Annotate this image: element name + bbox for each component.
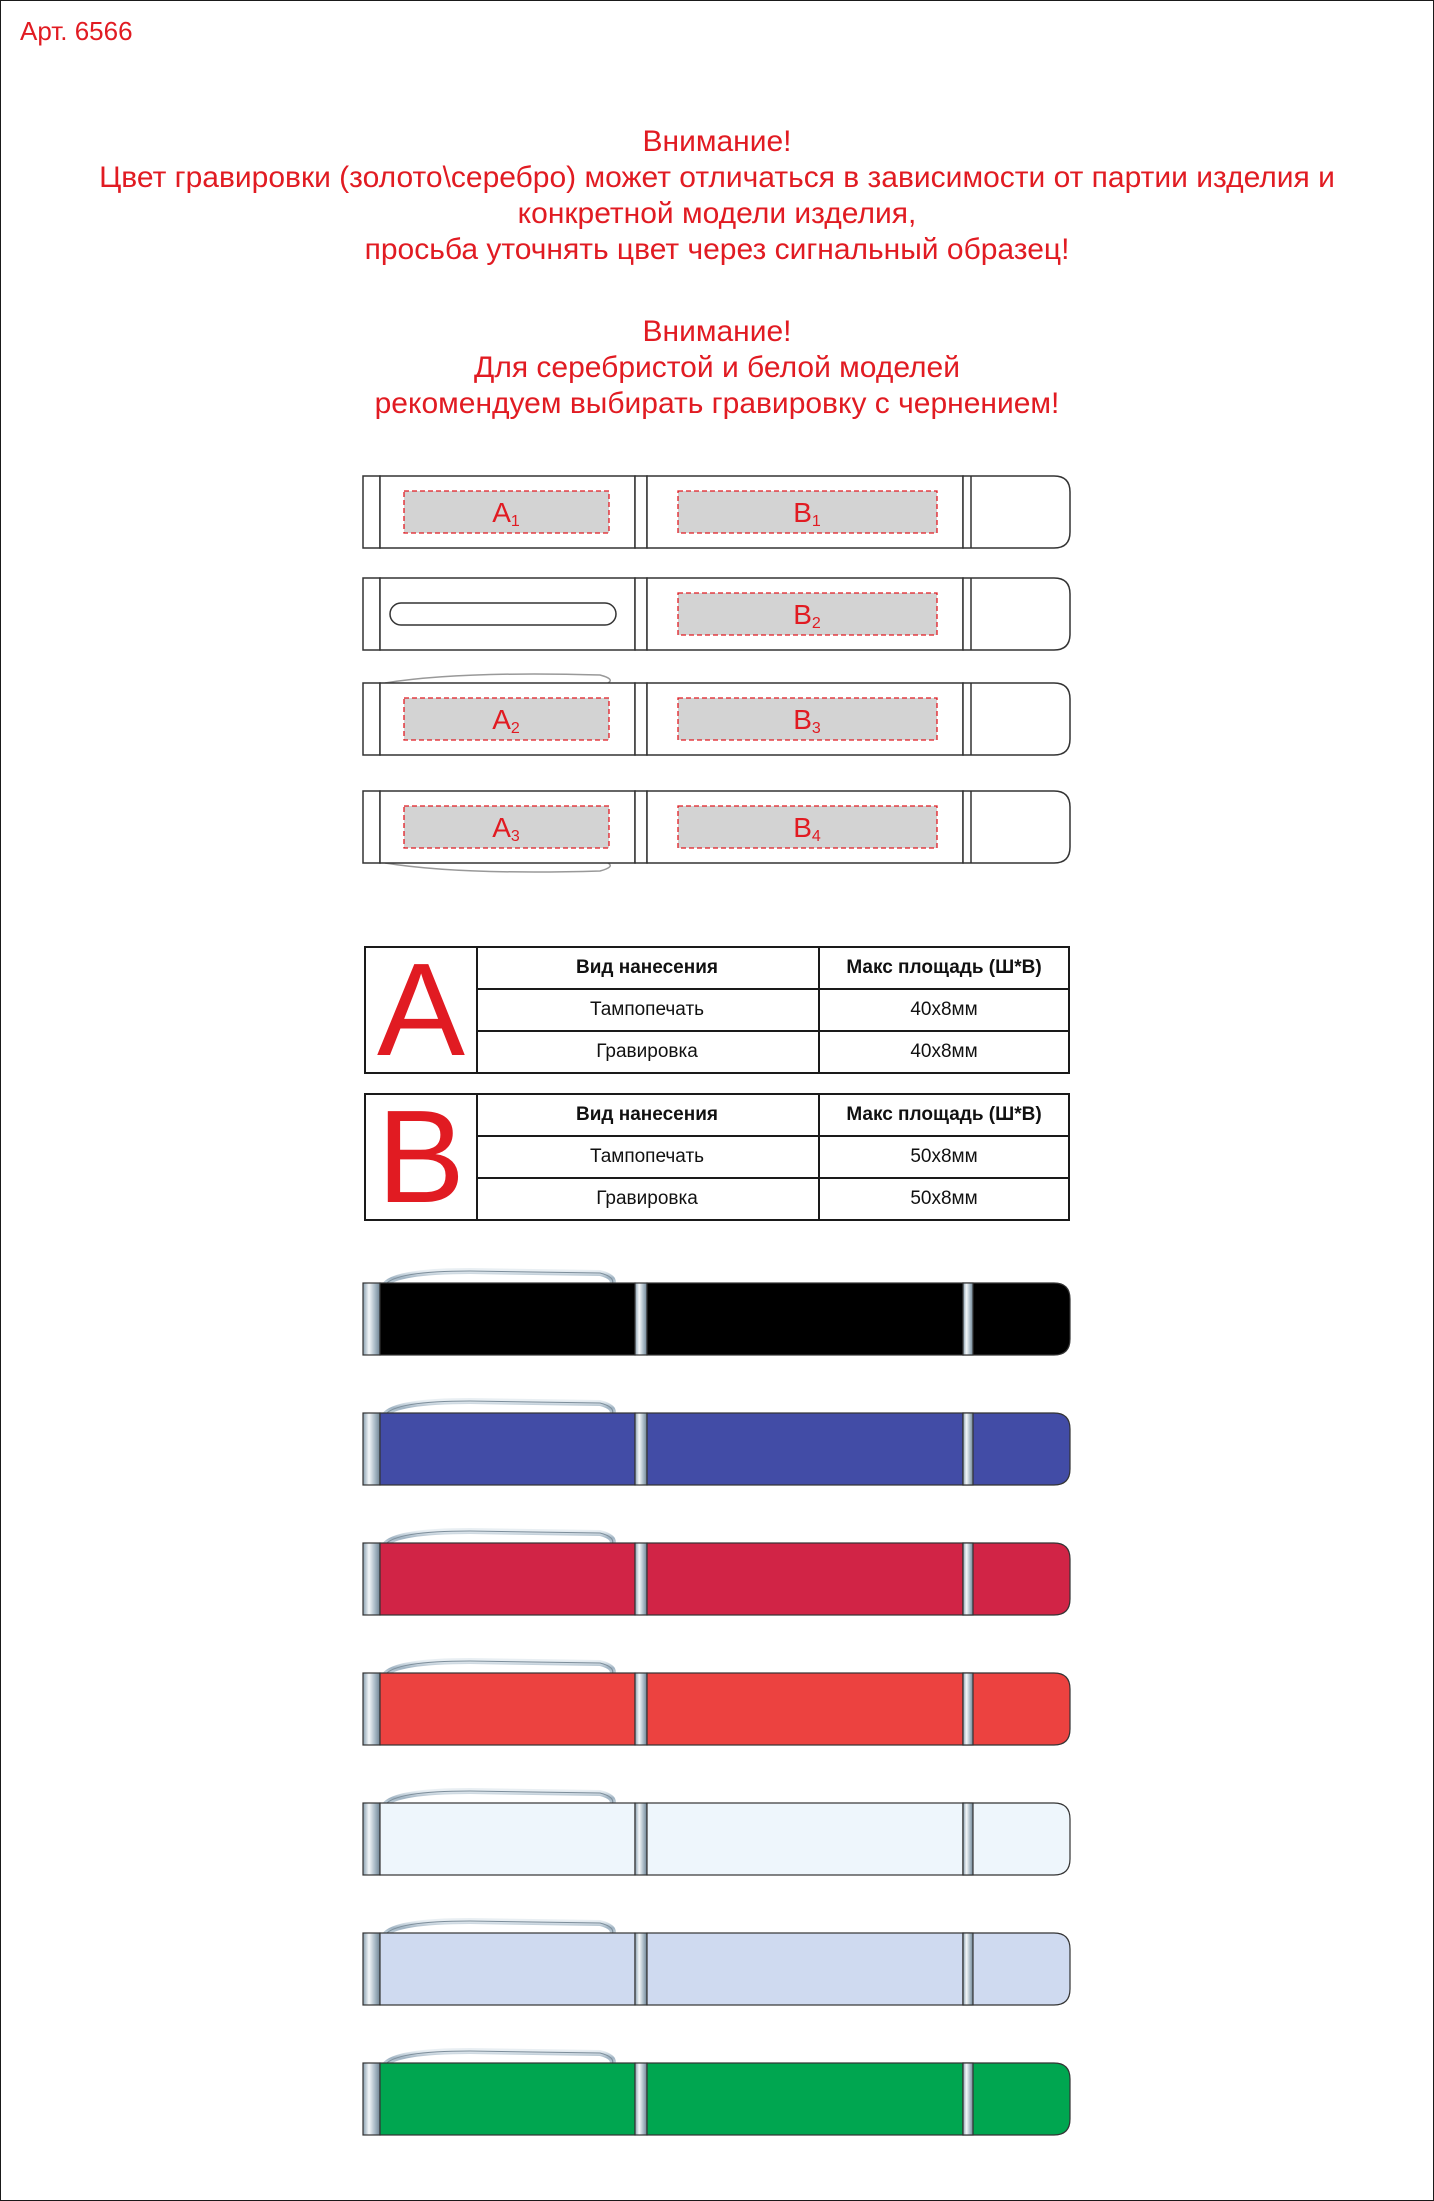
chrome-middle-ring	[635, 1413, 647, 1485]
cap	[963, 791, 1070, 863]
body-right	[647, 1673, 963, 1745]
end-ring	[363, 476, 380, 548]
print-area-label: B1	[793, 497, 821, 530]
print-area-label: A1	[492, 497, 520, 530]
spec-table-b	[364, 1083, 1070, 1230]
color-variant-usb	[363, 1531, 1070, 1615]
spec-table-a	[364, 936, 1070, 1083]
chrome-middle-ring	[635, 1673, 647, 1745]
body-left	[380, 1673, 635, 1745]
color-variant-usb	[363, 2051, 1070, 2135]
cap	[963, 1283, 1070, 1355]
column-header: Макс площадь (Ш*В)	[819, 1095, 1068, 1136]
area-letter: A	[366, 948, 478, 1072]
column-header: Вид нанесения	[476, 1095, 819, 1136]
print-area-subscript: 3	[510, 828, 520, 845]
color-variant-usb	[363, 1661, 1070, 1745]
notice-line: Внимание!	[642, 315, 792, 348]
middle-ring	[635, 683, 647, 755]
body-right	[647, 2063, 963, 2135]
chrome-middle-ring	[635, 1933, 647, 2005]
outline-usb-view	[363, 674, 1070, 755]
cap	[963, 476, 1070, 548]
size-cell: 50x8мм	[819, 1178, 1068, 1219]
chrome-cap-ring	[963, 1673, 973, 1745]
chrome-end-ring	[363, 1543, 380, 1615]
color-variant-usb	[363, 1921, 1070, 2005]
cap	[963, 2063, 1070, 2135]
table-row	[476, 1178, 1068, 1219]
middle-ring	[635, 476, 647, 548]
end-ring	[363, 791, 380, 863]
clip-outline	[385, 863, 610, 872]
print-area-subscript: 2	[811, 615, 821, 632]
body-left	[380, 1933, 635, 2005]
color-variant-usb	[363, 1401, 1070, 1485]
body-right	[647, 1803, 963, 1875]
chrome-end-ring	[363, 1413, 380, 1485]
table-row	[476, 989, 1068, 1031]
table-row	[476, 1136, 1068, 1178]
body-right	[647, 1543, 963, 1615]
cap	[963, 1933, 1070, 2005]
notice-line: Внимание!	[642, 125, 792, 158]
chrome-cap-ring	[963, 2063, 973, 2135]
notice-line: Цвет гравировки (золото\серебро) может отличаться в зависимости от партии изделия и	[99, 161, 1335, 194]
chrome-end-ring	[363, 1803, 380, 1875]
chrome-end-ring	[363, 2063, 380, 2135]
end-ring	[363, 578, 380, 650]
body-left	[380, 1803, 635, 1875]
size-cell: 40x8мм	[819, 989, 1068, 1031]
size-cell: 40x8мм	[819, 1031, 1068, 1072]
print-area-subscript: 3	[811, 720, 821, 737]
color-variant-usb	[363, 1791, 1070, 1875]
print-area-label: A2	[492, 704, 520, 737]
chrome-cap-ring	[963, 1283, 973, 1355]
column-header: Макс площадь (Ш*В)	[819, 948, 1068, 989]
column-header: Вид нанесения	[476, 948, 819, 989]
chrome-middle-ring	[635, 2063, 647, 2135]
area-letter: B	[366, 1095, 478, 1219]
end-ring	[363, 683, 380, 755]
outline-views	[363, 476, 1070, 872]
notice-line: Для серебристой и белой моделей	[474, 351, 960, 384]
cap	[963, 683, 1070, 755]
color-variants	[363, 1271, 1070, 2135]
article-number: Арт. 6566	[20, 16, 133, 46]
print-area-label: B4	[793, 812, 821, 845]
chrome-middle-ring	[635, 1543, 647, 1615]
method-cell: Тампопечать	[476, 1136, 819, 1178]
print-area-subscript: 2	[510, 720, 520, 737]
chrome-end-ring	[363, 1933, 380, 2005]
body-right	[647, 1413, 963, 1485]
body-left	[380, 2063, 635, 2135]
chrome-end-ring	[363, 1283, 380, 1355]
method-cell: Гравировка	[476, 1031, 819, 1072]
print-area-subscript: 1	[811, 513, 821, 530]
spec-grid	[476, 948, 1068, 1072]
cap	[963, 578, 1070, 650]
print-area-label: B3	[793, 704, 821, 737]
body-right	[647, 1283, 963, 1355]
cap	[963, 1803, 1070, 1875]
notice-line: просьба уточнять цвет через сигнальный образец!	[364, 233, 1070, 266]
color-variant-usb	[363, 1271, 1070, 1355]
method-cell: Тампопечать	[476, 989, 819, 1031]
table-row	[476, 1031, 1068, 1072]
chrome-cap-ring	[963, 1933, 973, 2005]
body-left	[380, 1413, 635, 1485]
chrome-cap-ring	[963, 1413, 973, 1485]
table-header-row	[476, 1095, 1068, 1136]
spec-grid	[476, 1095, 1068, 1219]
print-area-label: B2	[793, 599, 821, 632]
middle-ring	[635, 578, 647, 650]
notice-line: конкретной модели изделия,	[517, 197, 917, 230]
body-left	[380, 1283, 635, 1355]
table-header-row	[476, 948, 1068, 989]
notice-line: рекомендуем выбирать гравировку с чернением!	[374, 387, 1060, 420]
body-left	[380, 1543, 635, 1615]
chrome-cap-ring	[963, 1803, 973, 1875]
clip-outline	[385, 674, 610, 683]
outline-usb-view	[363, 791, 1070, 872]
chrome-end-ring	[363, 1673, 380, 1745]
method-cell: Гравировка	[476, 1178, 819, 1219]
cap	[963, 1543, 1070, 1615]
body-right	[647, 1933, 963, 2005]
print-area-subscript: 1	[510, 513, 520, 530]
chrome-cap-ring	[963, 1543, 973, 1615]
middle-ring	[635, 791, 647, 863]
outline-usb-view	[363, 476, 1070, 548]
chrome-middle-ring	[635, 1283, 647, 1355]
size-cell: 50x8мм	[819, 1136, 1068, 1178]
outline-usb-view	[363, 578, 1070, 650]
print-area-label: A3	[492, 812, 520, 845]
chrome-middle-ring	[635, 1803, 647, 1875]
cap	[963, 1413, 1070, 1485]
print-area-subscript: 4	[811, 828, 821, 845]
window-slot	[390, 603, 616, 625]
cap	[963, 1673, 1070, 1745]
